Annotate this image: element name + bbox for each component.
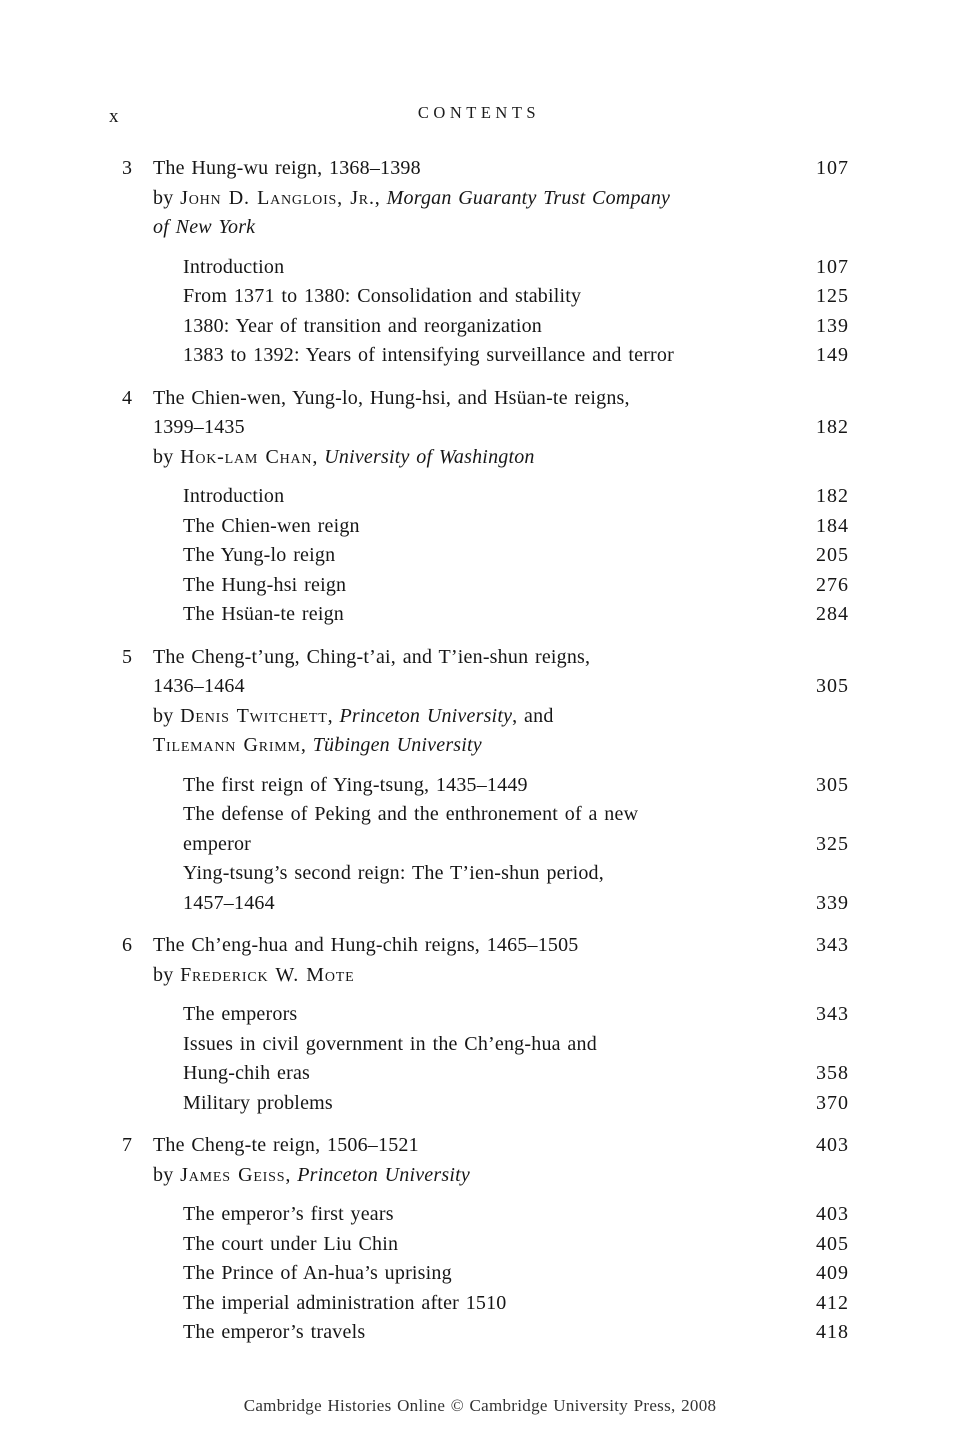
chapter-title-line: 1399–1435: [153, 416, 245, 438]
chapter-byline-line: [153, 1161, 849, 1191]
section-title: [183, 1089, 797, 1119]
section-entry: [183, 482, 849, 512]
chapter-byline: [153, 1161, 849, 1191]
section-title-line: Military problems: [183, 1091, 333, 1114]
footer-credit: Cambridge Histories Online © Cambridge University Press, 2008: [243, 1396, 717, 1415]
section-title-line: The court under Liu Chin: [183, 1232, 399, 1255]
section-entry: [183, 1259, 849, 1289]
section-title-line: The Chien-wen reign: [183, 514, 360, 537]
section-title: [183, 1289, 797, 1319]
chapter-byline: [153, 443, 849, 473]
byline-text-segment: by: [153, 1163, 181, 1186]
byline-text-segment: Princeton University: [297, 1163, 470, 1186]
chapter-title-row: [122, 931, 849, 961]
section-page-number: 205: [816, 544, 849, 566]
chapter-byline-line: [153, 443, 849, 473]
byline-text-segment: ,: [300, 734, 313, 756]
section-page-number: 418: [816, 1321, 849, 1343]
chapter-number: 5: [122, 645, 133, 668]
section-entry: [183, 1000, 849, 1030]
section-page-number: 139: [816, 314, 849, 337]
contents-header-title: CONTENTS: [417, 103, 541, 122]
chapter-byline-line: [153, 184, 849, 214]
chapter-page-number: 305: [816, 675, 849, 697]
section-page-number: 184: [816, 514, 849, 537]
byline-text-segment: James Geiss: [180, 1163, 286, 1186]
chapter-byline-line: [153, 961, 849, 991]
section-page-number: 182: [816, 485, 849, 507]
section-entry: [183, 282, 849, 312]
chapter-sections: [183, 482, 849, 630]
section-title: [183, 541, 797, 571]
chapter-number: 3: [122, 157, 133, 179]
chapter-number: 7: [122, 1134, 133, 1156]
section-title-line: The defense of Peking and the enthronement of a new: [183, 803, 639, 825]
section-page-number: 412: [816, 1291, 849, 1314]
chapter-title-line: The Ch’eng-hua and Hung-chih reigns, 1465–1505: [153, 934, 579, 956]
section-title: [183, 1259, 797, 1289]
section-entry: [183, 1200, 849, 1230]
section-page-number: 358: [816, 1062, 849, 1084]
chapter-byline-line: [153, 702, 849, 732]
section-title: [183, 482, 797, 512]
section-title-line: Introduction: [183, 485, 285, 507]
section-title-line: Introduction: [183, 255, 285, 278]
section-page-number: 276: [816, 573, 849, 596]
section-title-line: The Yung-lo reign: [183, 544, 336, 566]
chapter-number: 4: [122, 386, 133, 409]
chapter-title: [153, 931, 797, 961]
section-title-line: The emperor’s travels: [183, 1321, 366, 1343]
section-title: [183, 512, 797, 542]
chapter-byline-line: [153, 213, 849, 243]
chapter-sections: [183, 771, 849, 919]
chapter-byline: [153, 184, 849, 243]
chapter-page-number: 403: [816, 1134, 849, 1156]
chapter-title-line: The Cheng-t’ung, Ching-t’ai, and T’ien-shun reigns,: [153, 645, 591, 668]
chapter-title-line: The Cheng-te reign, 1506–1521: [153, 1134, 419, 1156]
section-title: [183, 800, 797, 859]
section-page-number: 339: [816, 891, 849, 914]
section-entry: [183, 800, 849, 859]
section-title-line: The Hsüan-te reign: [183, 603, 344, 625]
section-entry: [183, 312, 849, 342]
chapter-title: [153, 384, 797, 443]
section-entry: [183, 571, 849, 601]
byline-text-segment: Tilemann Grimm: [153, 734, 301, 756]
chapter-title-row: [122, 1131, 849, 1161]
byline-text-segment: ,: [327, 704, 340, 727]
section-page-number: 107: [816, 255, 849, 278]
chapter-byline-line: [153, 731, 849, 761]
chapter-title-row: [122, 384, 849, 443]
chapter-title-row: [122, 643, 849, 702]
section-entry: [183, 253, 849, 283]
chapter-title: [153, 643, 797, 702]
section-page-number: 125: [816, 285, 849, 307]
chapter-entry: [122, 1131, 849, 1348]
chapter-title-line: 1436–1464: [153, 675, 245, 697]
section-title-line: 1380: Year of transition and reorganization: [183, 314, 542, 337]
section-entry: [183, 512, 849, 542]
chapter-entry: [122, 384, 849, 630]
section-title: [183, 253, 797, 283]
chapter-title: [153, 154, 797, 184]
chapter-sections: [183, 1000, 849, 1118]
section-title-line: From 1371 to 1380: Consolidation and stability: [183, 285, 582, 307]
section-entry: [183, 1230, 849, 1260]
section-title: [183, 282, 797, 312]
chapter-sections: [183, 1200, 849, 1348]
section-page-number: 403: [816, 1203, 849, 1225]
section-title-line: 1383 to 1392: Years of intensifying surveillance and terror: [183, 344, 674, 366]
chapter-title-line: The Hung-wu reign, 1368–1398: [153, 157, 421, 179]
byline-text-segment: Tübingen University: [312, 734, 482, 756]
section-entry: [183, 1030, 849, 1089]
section-entry: [183, 1089, 849, 1119]
section-entry: [183, 859, 849, 918]
section-page-number: 284: [816, 603, 849, 625]
byline-text-segment: by: [153, 704, 181, 727]
section-page-number: 305: [816, 773, 849, 796]
chapter-title-line: The Chien-wen, Yung-lo, Hung-hsi, and Hsüan-te reigns,: [153, 386, 630, 409]
chapter-page-number: 343: [816, 934, 849, 956]
section-title-line: The Prince of An-hua’s uprising: [183, 1262, 452, 1284]
byline-text-segment: Princeton University: [339, 704, 513, 727]
section-title-line: Issues in civil government in the Ch’eng-hua and: [183, 1032, 597, 1055]
section-title: [183, 1200, 797, 1230]
chapter-sections: [183, 253, 849, 371]
byline-text-segment: ,: [285, 1163, 298, 1186]
section-entry: [183, 1289, 849, 1319]
byline-text-segment: , and: [512, 704, 554, 727]
byline-text-segment: Hok-lam Chan: [180, 445, 313, 468]
chapter-entry: [122, 931, 849, 1118]
section-title-line: The first reign of Ying-tsung, 1435–1449: [183, 773, 528, 796]
page-folio: x: [109, 106, 119, 127]
section-title-line: The emperors: [183, 1003, 298, 1025]
section-title: [183, 1318, 797, 1348]
section-title: [183, 1030, 797, 1089]
section-entry: [183, 771, 849, 801]
section-title-line: 1457–1464: [183, 891, 275, 914]
section-title: [183, 312, 797, 342]
byline-text-segment: by: [153, 445, 181, 468]
section-title: [183, 1230, 797, 1260]
chapter-byline: [153, 961, 849, 991]
section-page-number: 370: [816, 1091, 849, 1114]
section-entry: [183, 341, 849, 371]
section-title: [183, 600, 797, 630]
section-title-line: The emperor’s first years: [183, 1203, 394, 1225]
section-title: [183, 859, 797, 918]
byline-text-segment: of New York: [153, 216, 256, 238]
byline-text-segment: University of Washington: [324, 445, 535, 468]
section-page-number: 149: [816, 344, 849, 366]
section-page-number: 405: [816, 1232, 849, 1255]
section-title: [183, 1000, 797, 1030]
chapter-number: 6: [122, 934, 133, 956]
table-of-contents: [122, 154, 849, 1348]
byline-text-segment: Denis Twitchett: [180, 704, 328, 727]
section-title-line: Hung-chih eras: [183, 1062, 311, 1084]
byline-text-segment: ,: [374, 186, 387, 209]
chapter-byline: [153, 702, 849, 761]
section-title: [183, 341, 797, 371]
chapter-entry: [122, 154, 849, 371]
chapter-title: [153, 1131, 797, 1161]
section-title-line: The imperial administration after 1510: [183, 1291, 507, 1314]
byline-text-segment: Frederick W. Mote: [180, 963, 355, 986]
section-page-number: 343: [816, 1003, 849, 1025]
byline-text-segment: ,: [312, 445, 325, 468]
byline-text-segment: John D. Langlois, Jr.: [180, 186, 375, 209]
section-title-line: emperor: [183, 832, 252, 855]
byline-text-segment: by: [153, 963, 181, 986]
section-entry: [183, 600, 849, 630]
section-title-line: Ying-tsung’s second reign: The T’ien-shun period,: [183, 862, 604, 884]
section-entry: [183, 1318, 849, 1348]
chapter-title-row: [122, 154, 849, 184]
page-header: [109, 103, 849, 129]
section-title: [183, 771, 797, 801]
chapter-page-number: 107: [816, 157, 849, 179]
section-entry: [183, 541, 849, 571]
section-title-line: The Hung-hsi reign: [183, 573, 347, 596]
chapter-entry: [122, 643, 849, 919]
section-page-number: 409: [816, 1262, 849, 1284]
chapter-page-number: 182: [816, 416, 849, 438]
byline-text-segment: by: [153, 186, 181, 209]
section-title: [183, 571, 797, 601]
section-page-number: 325: [816, 832, 849, 855]
byline-text-segment: Morgan Guaranty Trust Company: [386, 186, 671, 209]
